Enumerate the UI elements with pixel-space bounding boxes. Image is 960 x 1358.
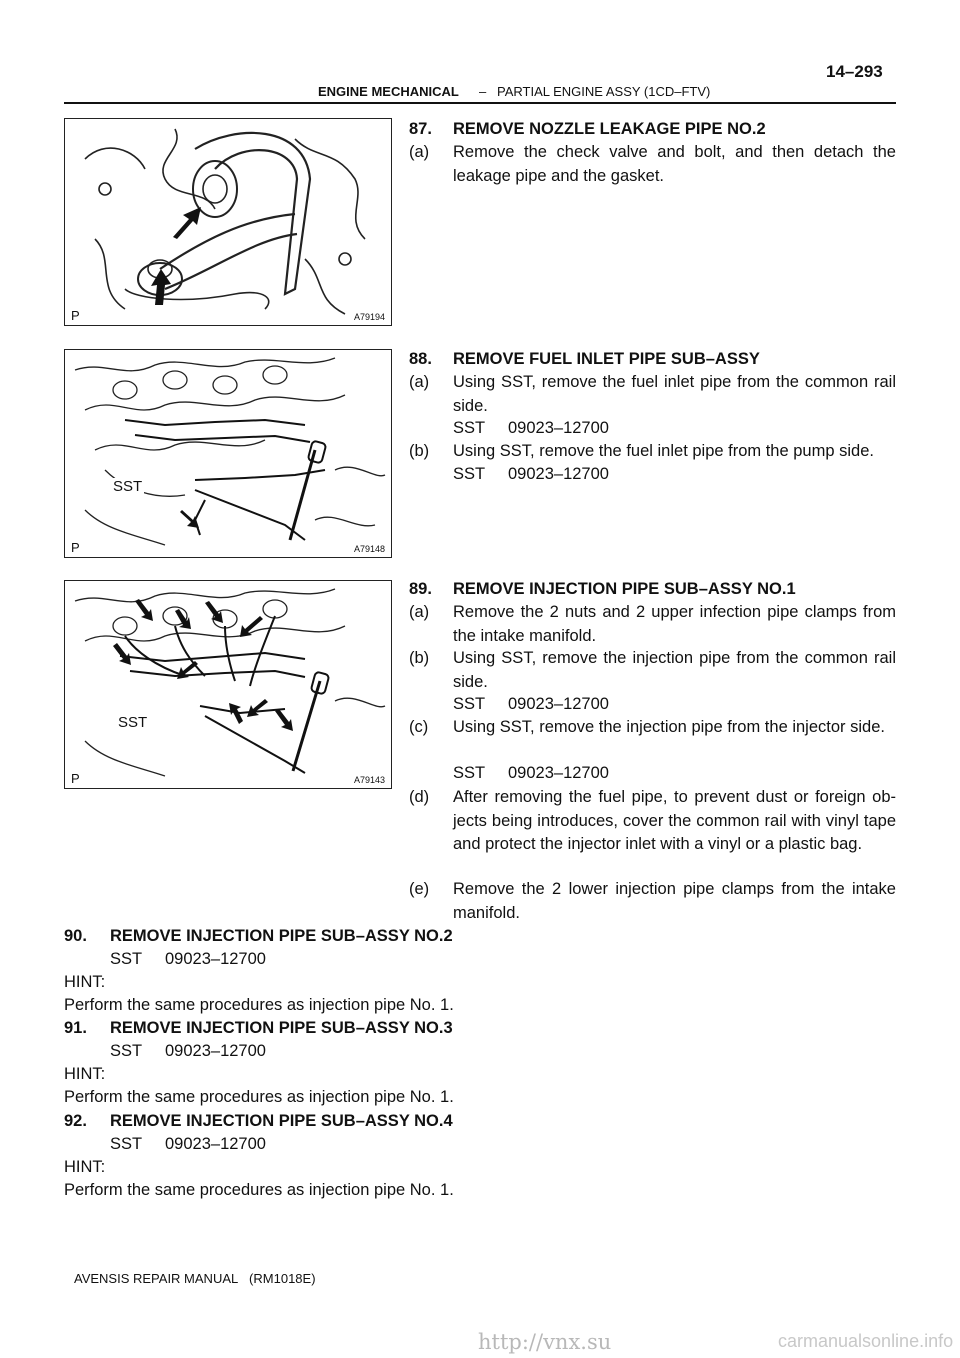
hint-text: Perform the same procedures as injection pipe No. 1. [64,1088,454,1106]
figure-p-label: P [71,771,80,786]
substep-text: Remove the 2 nuts and 2 upper infection pipe clamps from the intake manifold. [453,603,896,645]
figure-p-label: P [71,308,80,323]
injection-pipe-illustration [65,581,391,788]
step-number: 87. [409,120,432,138]
sst-number: SST 09023–12700 [453,695,609,713]
step-number: 89. [409,580,432,598]
step-number: 91. [64,1019,87,1037]
sst-number: SST 09023–12700 [110,950,266,968]
sst-number: SST 09023–12700 [110,1135,266,1153]
header-rule [64,102,896,104]
figure-sst-label: SST [118,714,148,731]
step-title: REMOVE INJECTION PIPE SUB–ASSY NO.4 [110,1112,453,1130]
manual-footer: AVENSIS REPAIR MANUAL (RM1018E) [74,1271,316,1286]
step-title: REMOVE INJECTION PIPE SUB–ASSY NO.2 [110,927,453,945]
hint-label: HINT: [64,973,106,991]
figure-sst-label: SST [113,478,143,495]
substep-label: (a) [409,143,430,161]
hint-text: Perform the same procedures as injection pipe No. 1. [64,996,454,1014]
step-title: REMOVE INJECTION PIPE SUB–ASSY NO.3 [110,1019,453,1037]
figure-injection-pipe [64,580,392,789]
figure-code: A79148 [353,544,385,554]
watermark-url[interactable]: http://vnx.su [478,1330,612,1354]
header-separator: – [479,84,487,99]
step-number: 88. [409,350,432,368]
sst-number: SST 09023–12700 [453,764,609,782]
substep-text: Using SST, remove the fuel inlet pipe from the pump side. [453,442,874,460]
substep-label: (b) [409,649,430,667]
step-title: REMOVE NOZZLE LEAKAGE PIPE NO.2 [453,120,766,138]
step-number: 90. [64,927,87,945]
sst-number: SST 09023–12700 [110,1042,266,1060]
substep-label: (c) [409,718,429,736]
step-title: REMOVE FUEL INLET PIPE SUB–ASSY [453,350,760,368]
substep-label: (b) [409,442,430,460]
figure-code: A79194 [353,312,385,322]
substep-text: Remove the check valve and bolt, and then detach the leakage pipe and the gasket. [453,143,896,185]
substep-label: (a) [409,373,430,391]
substep-label: (a) [409,603,430,621]
sst-number: SST 09023–12700 [453,419,609,437]
step-number: 92. [64,1112,87,1130]
page-number: 14–293 [826,62,883,81]
fuel-inlet-pipe-illustration [65,350,391,557]
figure-fuel-inlet-pipe [64,349,392,558]
substep-label: (e) [409,880,430,898]
substep-text: Using SST, remove the injection pipe from the common rail side. [453,649,896,691]
substep-text: After removing the fuel pipe, to prevent dust or foreign ob-jects being introduces, cover the common rail with vinyl tape and protect the injector inlet with a vinyl or a plastic bag. [453,788,896,853]
hint-text: Perform the same procedures as injection pipe No. 1. [64,1181,454,1199]
watermark-site: carmanualsonline.info [778,1331,954,1351]
header-subsection: PARTIAL ENGINE ASSY (1CD–FTV) [497,84,711,99]
substep-text: Using SST, remove the injection pipe from the injector side. [453,718,885,736]
step-title: REMOVE INJECTION PIPE SUB–ASSY NO.1 [453,580,796,598]
hint-label: HINT: [64,1065,106,1083]
leakage-pipe-illustration [65,119,391,325]
header-section: ENGINE MECHANICAL [318,84,459,99]
figure-p-label: P [71,540,80,555]
sst-number: SST 09023–12700 [453,465,609,483]
figure-code: A79143 [353,775,385,785]
substep-text: Using SST, remove the fuel inlet pipe from the common rail side. [453,373,896,415]
substep-label: (d) [409,788,430,806]
figure-nozzle-leakage-pipe [64,118,392,326]
substep-text: Remove the 2 lower injection pipe clamps from the intake manifold. [453,880,896,922]
hint-label: HINT: [64,1158,106,1176]
